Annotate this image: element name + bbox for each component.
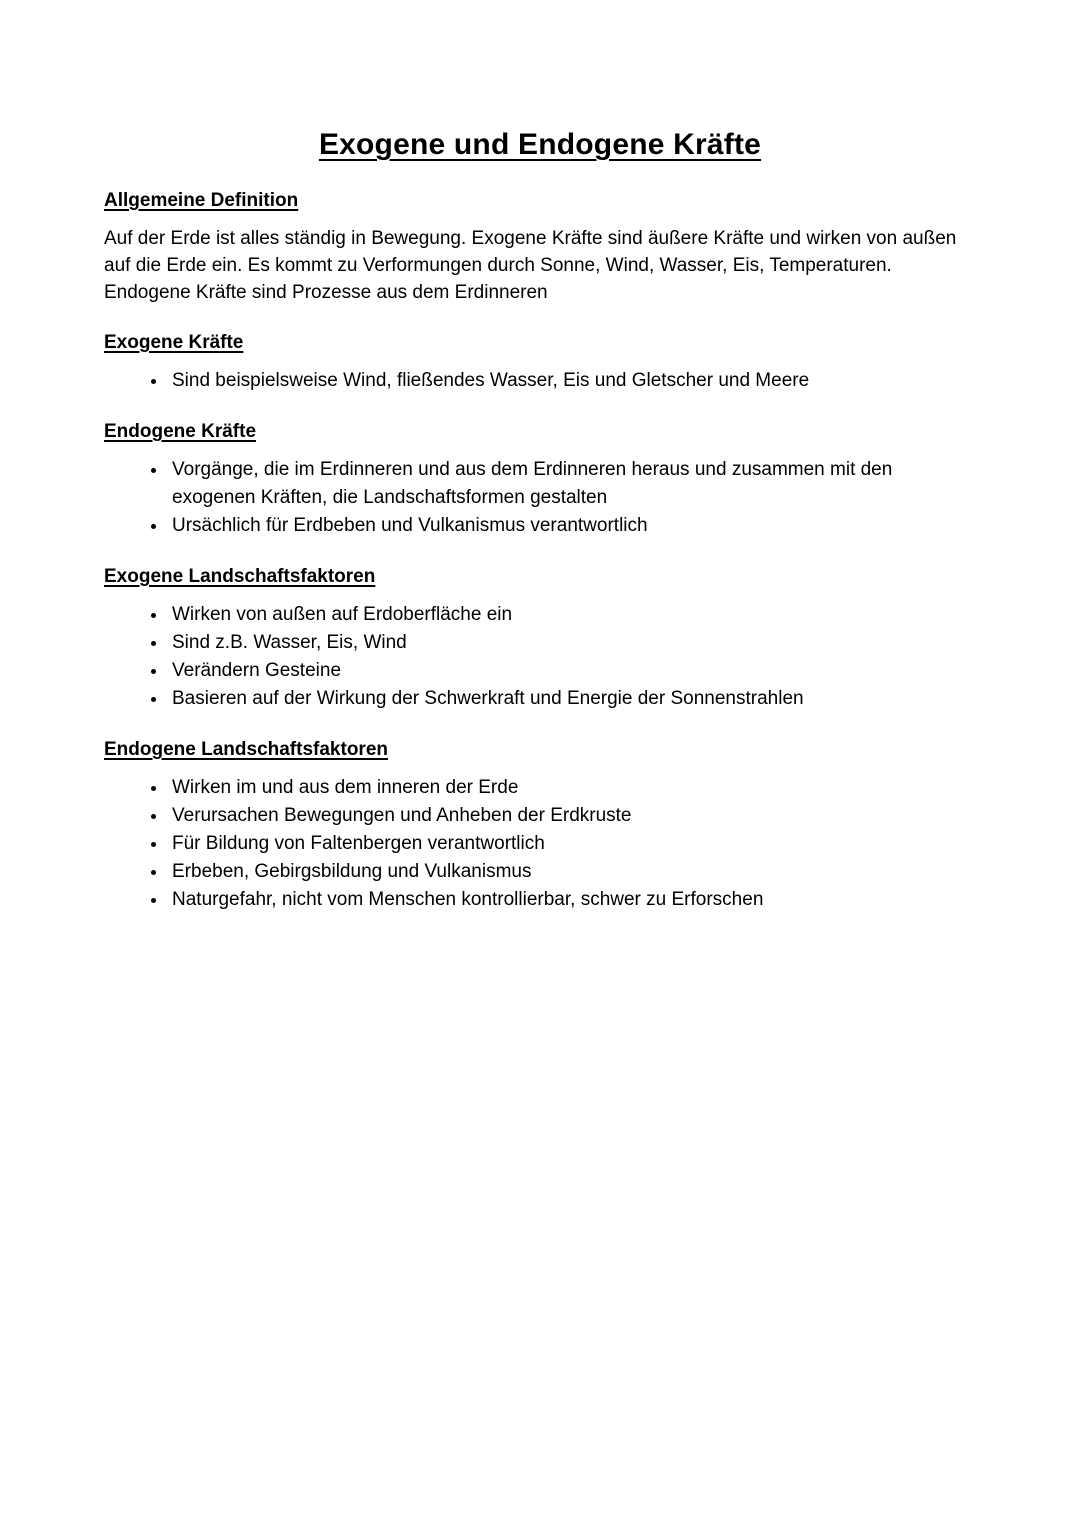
bullet-list-endogene-kraefte bbox=[104, 456, 976, 540]
definition-paragraph: Auf der Erde ist alles ständig in Bewegung. Exogene Kräfte sind äußere Kräfte und wirken von außen auf die Erde ein. Es kommt zu Verformungen durch Sonne, Wind, Wasser, Eis, Temperaturen. Endogene Kräfte sind Prozesse aus dem Erdinneren bbox=[104, 228, 957, 303]
bullet-item: • Sind z.B. Wasser, Eis, Wind bbox=[168, 629, 976, 657]
section-endogene-kraefte bbox=[104, 421, 976, 540]
section-heading-exogene-landschaftsfaktoren: Exogene Landschaftsfaktoren bbox=[104, 566, 376, 587]
page-title: Exogene und Endogene Kräfte bbox=[318, 128, 762, 161]
section-endogene-landschaftsfaktoren bbox=[104, 739, 976, 914]
bullet-item: • Vorgänge, die im Erdinneren und aus dem Erdinneren heraus und zusammen mit den exogenen Kräften, die Landschaftsformen gestalten bbox=[168, 456, 976, 512]
bullet-item: • Wirken im und aus dem inneren der Erde bbox=[168, 774, 976, 802]
section-heading-allgemeine-definition: Allgemeine Definition bbox=[104, 190, 299, 211]
bullet-item: • Für Bildung von Faltenbergen verantwortlich bbox=[168, 830, 976, 858]
bullet-item: • Naturgefahr, nicht vom Menschen kontrollierbar, schwer zu Erforschen bbox=[168, 886, 976, 914]
bullet-item: • Erbeben, Gebirgsbildung und Vulkanismus bbox=[168, 858, 976, 886]
section-exogene-kraefte bbox=[104, 332, 976, 395]
bullet-item: • Verändern Gesteine bbox=[168, 657, 976, 685]
section-heading-endogene-landschaftsfaktoren: Endogene Landschaftsfaktoren bbox=[104, 739, 388, 760]
bullet-item: • Verursachen Bewegungen und Anheben der Erdkruste bbox=[168, 802, 976, 830]
bullet-item: • Basieren auf der Wirkung der Schwerkraft und Energie der Sonnenstrahlen bbox=[168, 685, 976, 713]
section-heading-exogene-kraefte: Exogene Kräfte bbox=[104, 332, 244, 353]
section-exogene-landschaftsfaktoren bbox=[104, 566, 976, 713]
section-allgemeine-definition bbox=[104, 190, 976, 306]
bullet-list-exogene-kraefte bbox=[104, 367, 976, 395]
bullet-item: • Sind beispielsweise Wind, fließendes Wasser, Eis und Gletscher und Meere bbox=[168, 367, 976, 395]
bullet-item: • Wirken von außen auf Erdoberfläche ein bbox=[168, 601, 976, 629]
section-heading-endogene-kraefte: Endogene Kräfte bbox=[104, 421, 257, 442]
bullet-item: • Ursächlich für Erdbeben und Vulkanismus verantwortlich bbox=[168, 512, 976, 540]
bullet-list-exogene-landschaftsfaktoren bbox=[104, 601, 976, 713]
bullet-list-endogene-landschaftsfaktoren bbox=[104, 774, 976, 914]
